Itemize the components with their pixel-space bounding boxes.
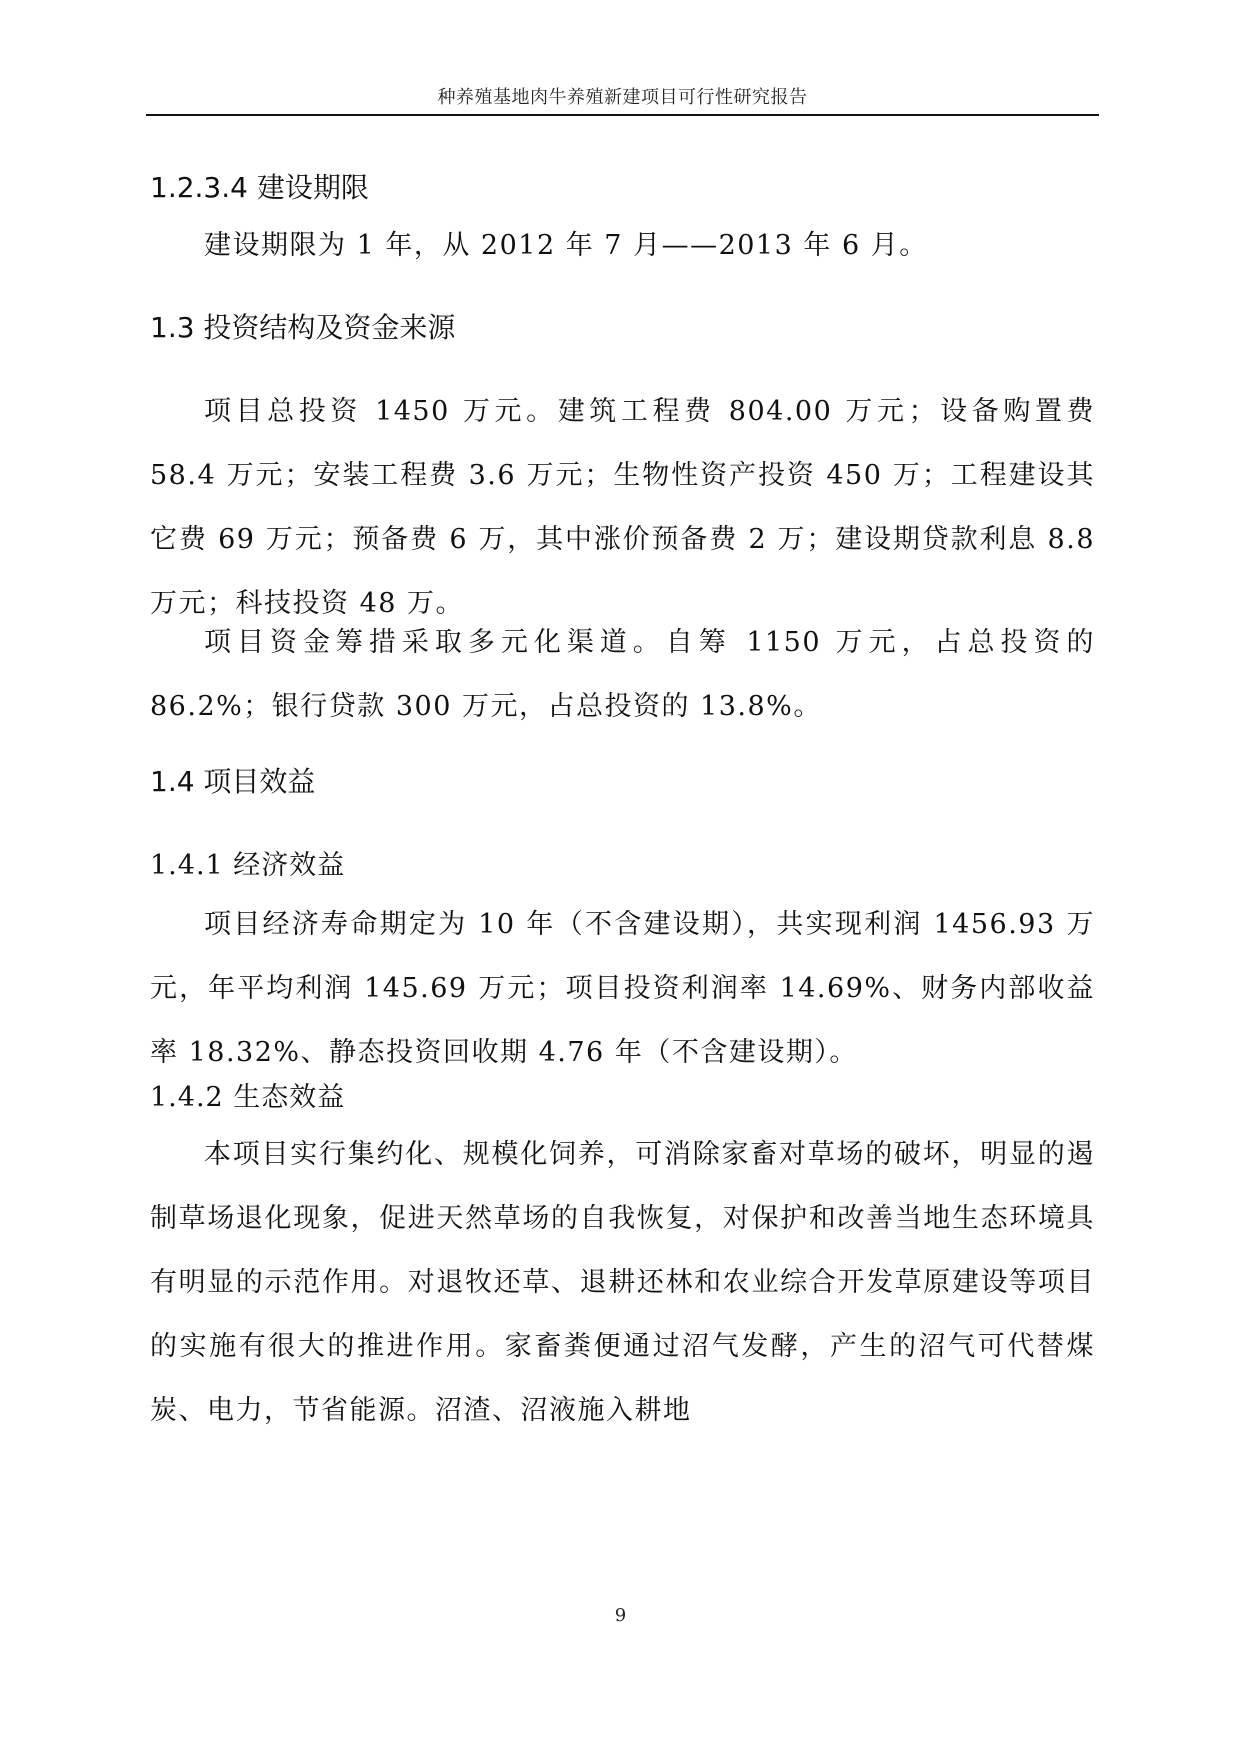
header-rule	[146, 114, 1099, 116]
heading-1-4-1: 1.4.1 经济效益	[150, 850, 346, 881]
heading-1-2-3-4: 1.2.3.4 建设期限	[150, 171, 369, 204]
running-header: 种养殖基地肉牛养殖新建项目可行性研究报告	[437, 87, 808, 108]
heading-1-4: 1.4 项目效益	[150, 765, 316, 798]
paragraph-economic-benefit: 项目经济寿命期定为 10 年（不含建设期），共实现利润 1456.93 万元，年平均利润 145.69 万元；项目投资利润率 14.69%、财务内部收益率 18.32%、静态投资回收期 4.76 年（不含建设期）。	[150, 909, 1095, 1068]
heading-1-4-2: 1.4.2 生态效益	[150, 1082, 346, 1113]
paragraph-funding-sources: 项目资金筹措采取多元化渠道。自筹 1150 万元，占总投资的 86.2%；银行贷款 300 万元，占总投资的 13.8%。	[150, 627, 1095, 722]
page-number: 9	[614, 1605, 627, 1626]
heading-1-3: 1.3 投资结构及资金来源	[150, 311, 456, 344]
paragraph-construction-period: 建设期限为 1 年，从 2012 年 7 月——2013 年 6 月。	[204, 230, 928, 261]
paragraph-ecological-benefit: 本项目实行集约化、规模化饲养，可消除家畜对草场的破坏，明显的遏制草场退化现象，促进天然草场的自我恢复，对保护和改善当地生态环境具有明显的示范作用。对退牧还草、退耕还林和农业综合开发草原建设等项目的实施有很大的推进作用。家畜粪便通过沼气发酵，产生的沼气可代替煤炭、电力，节省能源。沼渣、沼液施入耕地	[150, 1139, 1095, 1426]
paragraph-investment-breakdown: 项目总投资 1450 万元。建筑工程费 804.00 万元；设备购置费 58.4 万元；安装工程费 3.6 万元；生物性资产投资 450 万；工程建设其它费 69 万元；预备费 6 万，其中涨价预备费 2 万；建设期贷款利息 8.8 万元；科技投资 48 万。	[150, 396, 1095, 619]
